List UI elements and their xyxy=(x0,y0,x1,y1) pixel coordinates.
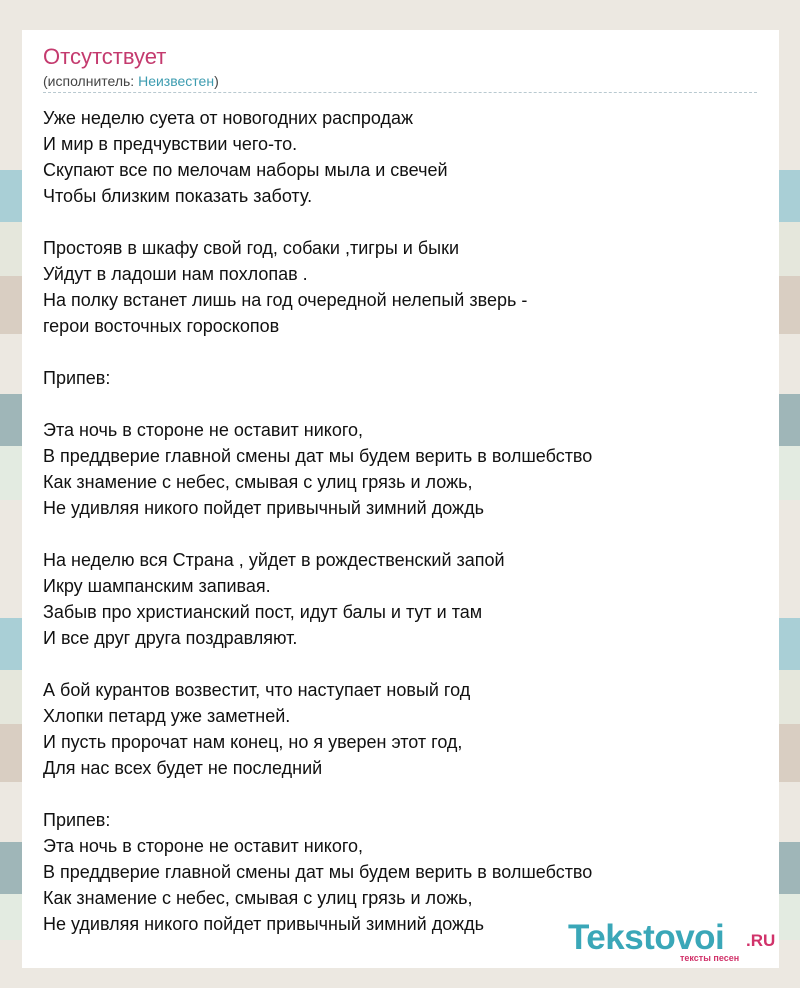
lyric-line: Уже неделю суета от новогодних распродаж xyxy=(43,108,414,128)
lyric-line: Забыв про христианский пост, идут балы и тут и там xyxy=(43,602,483,622)
lyric-line xyxy=(43,209,763,235)
logo-wordmark: Tekstovoi xyxy=(568,918,725,957)
lyric-line: герои восточных гороскопов xyxy=(43,316,280,336)
lyric-line: В преддверие главной смены дат мы будем верить в волшебство xyxy=(43,446,593,466)
logo-tagline: тексты песен xyxy=(680,953,740,963)
artist-prefix: (исполнитель: xyxy=(43,73,139,89)
lyric-line: Припев: xyxy=(43,810,111,830)
lyric-line: Не удивляя никого пойдет привычный зимний дождь xyxy=(43,498,484,518)
lyrics-card xyxy=(22,30,779,968)
lyric-line: Скупают все по мелочам наборы мыла и свечей xyxy=(43,160,448,180)
lyric-line xyxy=(43,521,763,547)
lyric-line xyxy=(43,391,763,417)
lyrics-text xyxy=(43,105,763,937)
lyric-line: Чтобы близким показать заботу. xyxy=(43,186,313,206)
lyric-line: Для нас всех будет не последний xyxy=(43,758,323,778)
lyric-line xyxy=(43,651,763,677)
logo-domain: .RU xyxy=(746,931,776,950)
lyric-line: А бой курантов возвестит, что наступает новый год xyxy=(43,680,471,700)
lyric-line: Простояв в шкафу свой год, собаки ,тигры и быки xyxy=(43,238,460,258)
lyric-line: Припев: xyxy=(43,368,111,388)
lyric-line: Как знамение с небес, смывая с улиц грязь и ложь, xyxy=(43,888,473,908)
lyric-line xyxy=(43,781,763,807)
title-divider xyxy=(43,92,757,93)
lyric-line: Хлопки петард уже заметней. xyxy=(43,706,291,726)
site-logo[interactable] xyxy=(568,918,778,964)
lyric-line: Эта ночь в стороне не оставит никого, xyxy=(43,420,364,440)
lyric-line: На полку встанет лишь на год очередной нелепый зверь - xyxy=(43,290,528,310)
artist-suffix: ) xyxy=(214,73,219,89)
lyric-line: В преддверие главной смены дат мы будем верить в волшебство xyxy=(43,862,593,882)
lyric-line: И пусть пророчат нам конец, но я уверен этот год, xyxy=(43,732,463,752)
lyric-line: И все друг друга поздравляют. xyxy=(43,628,298,648)
lyric-line: На неделю вся Страна , уйдет в рождественский запой xyxy=(43,550,505,570)
artist-line xyxy=(43,73,219,89)
artist-link[interactable]: Неизвестен xyxy=(138,73,215,89)
lyric-line: Как знамение с небес, смывая с улиц грязь и ложь, xyxy=(43,472,473,492)
lyric-line: Уйдут в ладоши нам похлопав . xyxy=(43,264,308,284)
lyric-line: Икру шампанским запивая. xyxy=(43,576,271,596)
lyric-line: Не удивляя никого пойдет привычный зимний дождь xyxy=(43,914,484,934)
lyric-line xyxy=(43,339,763,365)
song-title: Отсутствует xyxy=(43,44,167,69)
lyric-line: Эта ночь в стороне не оставит никого, xyxy=(43,836,364,856)
lyric-line: И мир в предчувствии чего-то. xyxy=(43,134,298,154)
